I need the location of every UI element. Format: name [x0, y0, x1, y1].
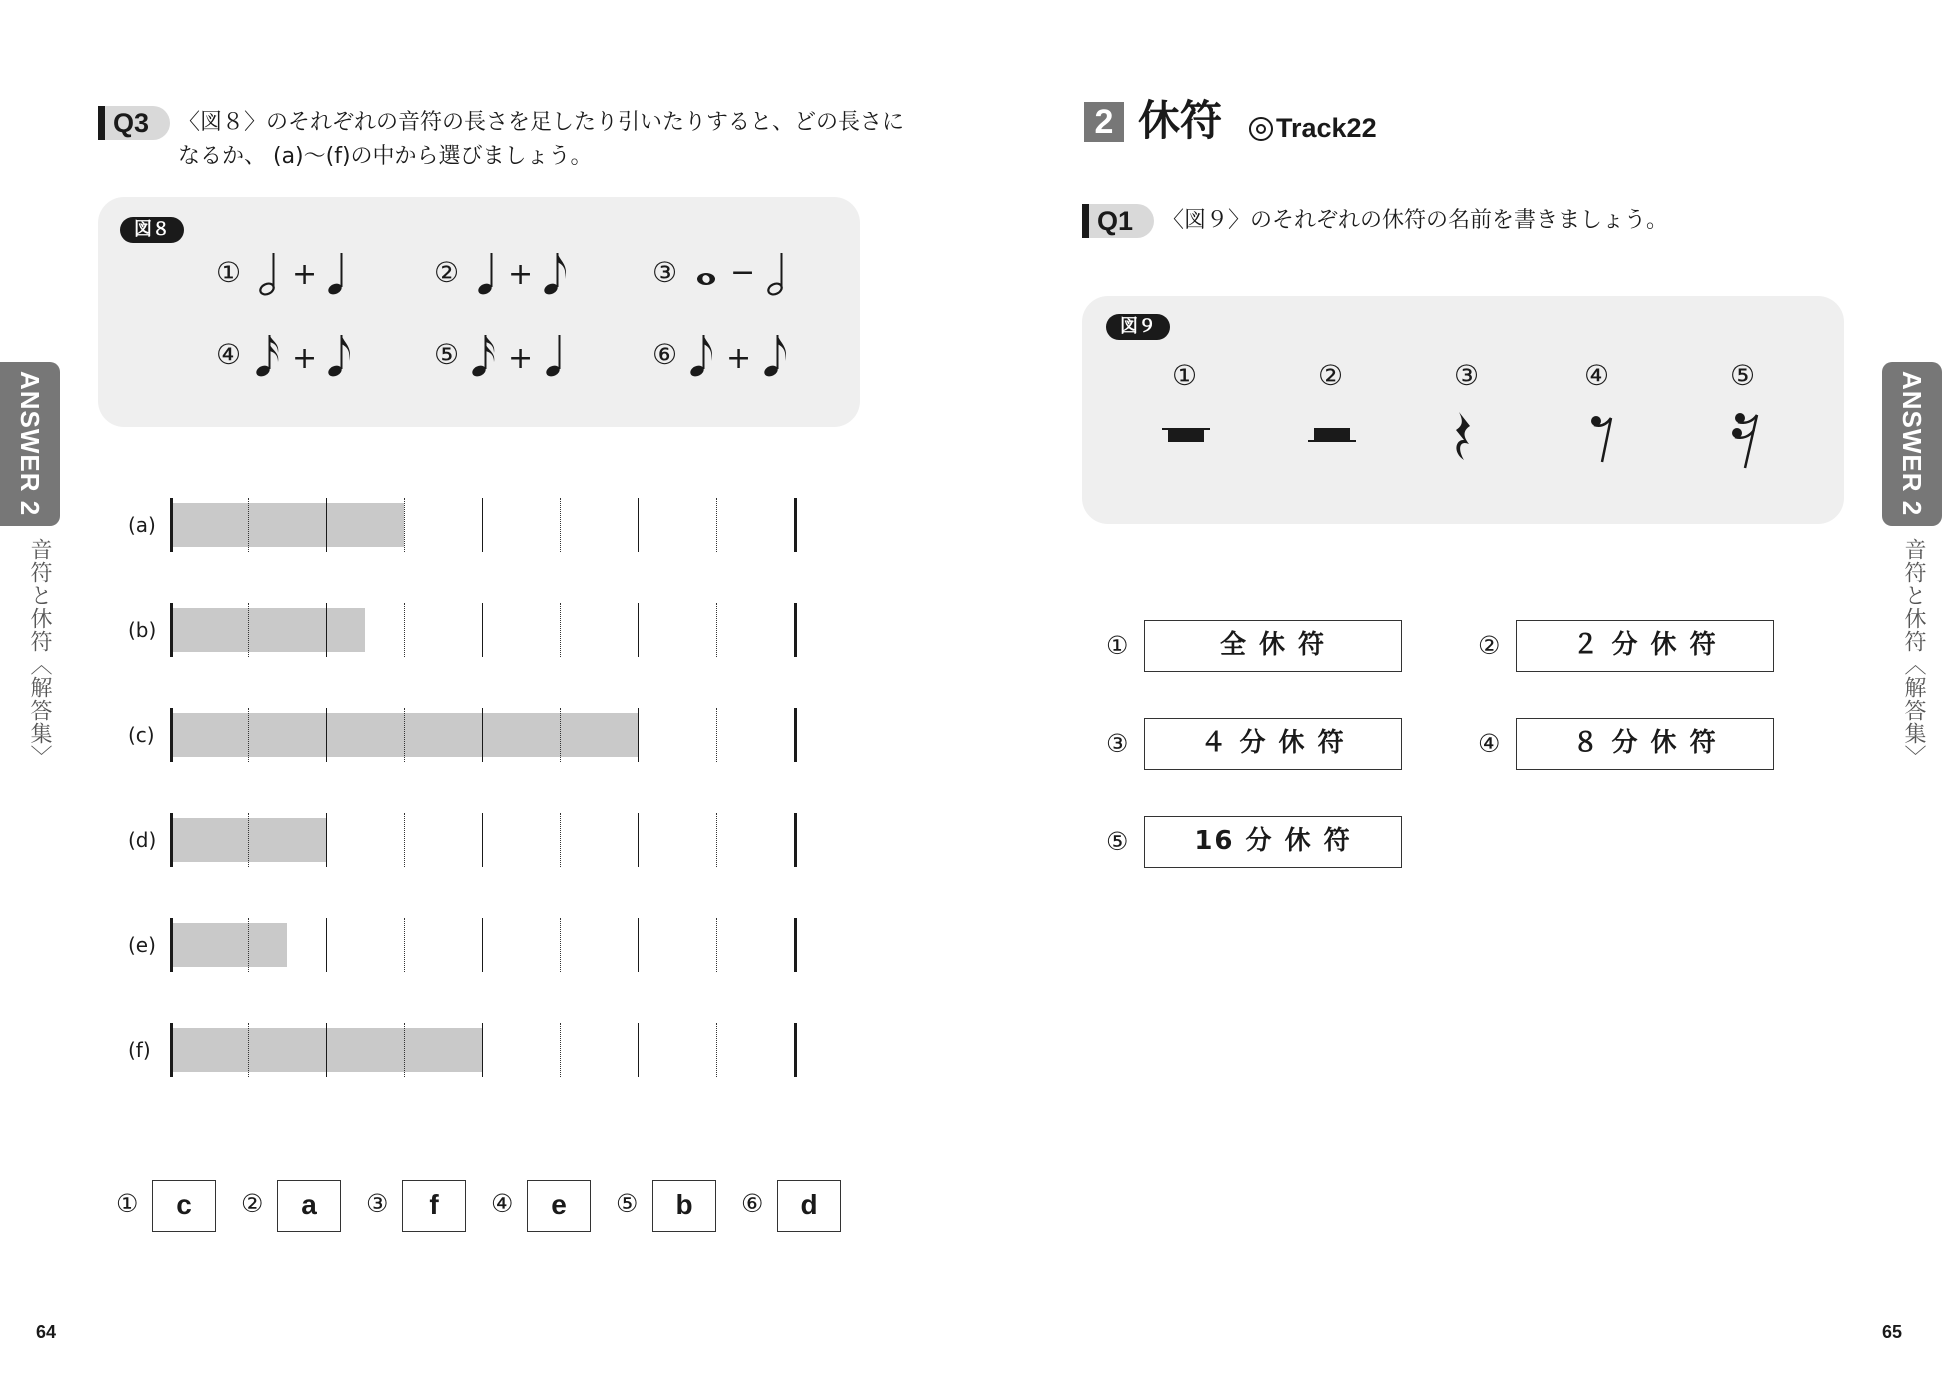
- side-tab-right: ANSWER 2: [1882, 362, 1942, 526]
- beat-grid-line: [716, 1023, 717, 1077]
- bar-row-label: (f): [128, 1038, 151, 1062]
- figure9-panel: [1082, 296, 1844, 524]
- beat-grid-line: [326, 1023, 327, 1077]
- fig8-num-5: ⑤: [434, 338, 460, 371]
- sixteenth-rest-icon: [1730, 408, 1764, 474]
- beat-grid-line: [170, 918, 173, 972]
- beat-grid-line: [560, 498, 561, 552]
- section-number-box: 2: [1084, 102, 1124, 142]
- fig8-num-3: ③: [652, 256, 678, 289]
- sixteenth-note-icon: [470, 331, 500, 379]
- beat-grid-line: [404, 813, 405, 867]
- q1-label: Q1: [1082, 204, 1154, 238]
- beat-grid-line: [482, 813, 483, 867]
- answer-box: e: [527, 1180, 591, 1232]
- beat-grid-line: [794, 918, 797, 972]
- q3-question-line1: 〈図８〉のそれぞれの音符の長さを足したり引いたりすると、どの長さに: [178, 110, 905, 135]
- beat-grid-line: [482, 1023, 483, 1077]
- side-text-right: 音符と休符〈解答集〉: [1901, 538, 1926, 768]
- beat-grid-line: [560, 1023, 561, 1077]
- answer-box: b: [652, 1180, 716, 1232]
- beat-grid-line: [170, 813, 173, 867]
- half-note-icon: [766, 249, 790, 297]
- beat-grid-line: [326, 708, 327, 762]
- beat-grid-line: [404, 918, 405, 972]
- beat-grid-line: [638, 1023, 639, 1077]
- eighth-note-icon: [542, 249, 572, 297]
- beat-grid-line: [326, 918, 327, 972]
- answer-number: ②: [241, 1189, 264, 1218]
- beat-grid-line: [794, 1023, 797, 1077]
- q3-label: Q3: [98, 106, 170, 140]
- beat-grid-line: [638, 498, 639, 552]
- beat-grid-line: [170, 603, 173, 657]
- quarter-rest-icon: [1450, 410, 1480, 470]
- fig9-num-3: ③: [1454, 359, 1480, 392]
- fig8-op-4: +: [292, 341, 318, 376]
- answer-number: ①: [1106, 631, 1129, 660]
- fig9-num-2: ②: [1318, 359, 1344, 392]
- answer-number: ②: [1478, 631, 1501, 660]
- figure8-tag: 図８: [120, 217, 184, 243]
- answer-box: ４ 分 休 符: [1144, 718, 1402, 770]
- fig8-num-2: ②: [434, 256, 460, 289]
- fig8-op-3: −: [730, 255, 756, 290]
- eighth-rest-icon: [1588, 410, 1618, 470]
- answer-box: 全 休 符: [1144, 620, 1402, 672]
- beat-grid-line: [248, 918, 249, 972]
- answer-number: ③: [1106, 729, 1129, 758]
- answer-box: 16 分 休 符: [1144, 816, 1402, 868]
- side-text-left: 音符と休符〈解答集〉: [27, 538, 52, 768]
- q1-question: 〈図９〉のそれぞれの休符の名前を書きましょう。: [1162, 208, 1669, 233]
- beat-grid-line: [248, 813, 249, 867]
- beat-grid-line: [326, 498, 327, 552]
- duration-bar-fill: [170, 503, 404, 547]
- fig8-num-1: ①: [216, 256, 242, 289]
- bar-row-label: (d): [128, 828, 157, 852]
- beat-grid-line: [794, 708, 797, 762]
- fig8-op-5: +: [508, 341, 534, 376]
- figure8-panel: [98, 197, 860, 427]
- beat-grid-line: [248, 1023, 249, 1077]
- beat-grid-line: [170, 1023, 173, 1077]
- beat-grid-line: [638, 603, 639, 657]
- beat-grid-line: [248, 603, 249, 657]
- beat-grid-line: [794, 813, 797, 867]
- answer-number: ⑤: [616, 1189, 639, 1218]
- beat-grid-line: [716, 498, 717, 552]
- side-tab-left: ANSWER 2: [0, 362, 60, 526]
- answer-number: ③: [366, 1189, 389, 1218]
- cd-icon: [1248, 116, 1274, 142]
- beat-grid-line: [560, 918, 561, 972]
- beat-grid-line: [716, 918, 717, 972]
- fig8-num-6: ⑥: [652, 338, 678, 371]
- beat-grid-line: [482, 708, 483, 762]
- beat-grid-line: [170, 498, 173, 552]
- beat-grid-line: [482, 603, 483, 657]
- answer-number: ⑥: [741, 1189, 764, 1218]
- beat-grid-line: [404, 603, 405, 657]
- beat-grid-line: [404, 1023, 405, 1077]
- fig8-op-6: +: [726, 341, 752, 376]
- beat-grid-line: [638, 813, 639, 867]
- beat-grid-line: [404, 498, 405, 552]
- beat-grid-line: [482, 918, 483, 972]
- beat-grid-line: [638, 918, 639, 972]
- beat-grid-line: [716, 603, 717, 657]
- beat-grid-line: [794, 603, 797, 657]
- answer-number: ⑤: [1106, 827, 1129, 856]
- fig8-num-4: ④: [216, 338, 242, 371]
- track-label: Track22: [1276, 113, 1377, 143]
- bar-row-label: (c): [128, 723, 155, 747]
- beat-grid-line: [248, 708, 249, 762]
- section-title: 休符: [1138, 96, 1223, 145]
- page-number-left: 64: [36, 1322, 57, 1342]
- fig8-op-1: +: [292, 257, 318, 292]
- duration-bar-fill: [170, 923, 287, 967]
- answer-box: c: [152, 1180, 216, 1232]
- whole-rest-icon: [1162, 426, 1210, 450]
- half-rest-icon: [1308, 422, 1356, 446]
- answer-box: a: [277, 1180, 341, 1232]
- beat-grid-line: [404, 708, 405, 762]
- page-number-right: 65: [1882, 1322, 1903, 1342]
- quarter-note-icon: [326, 249, 350, 297]
- bar-row-label: (e): [128, 933, 156, 957]
- beat-grid-line: [716, 813, 717, 867]
- beat-grid-line: [794, 498, 797, 552]
- fig9-num-1: ①: [1172, 359, 1198, 392]
- sixteenth-note-icon: [254, 331, 284, 379]
- answer-number: ④: [1478, 729, 1501, 758]
- half-note-icon: [258, 249, 282, 297]
- whole-note-icon: [694, 267, 718, 287]
- answer-box: ２ 分 休 符: [1516, 620, 1774, 672]
- beat-grid-line: [248, 498, 249, 552]
- answer-box: f: [402, 1180, 466, 1232]
- duration-bar-fill: [170, 608, 365, 652]
- eighth-note-icon: [688, 331, 718, 379]
- beat-grid-line: [326, 603, 327, 657]
- beat-grid-line: [560, 813, 561, 867]
- quarter-note-icon: [544, 331, 568, 379]
- q3-question-line2: なるか、 (a)〜(f)の中から選びましょう。: [178, 144, 593, 169]
- beat-grid-line: [638, 708, 639, 762]
- eighth-note-icon: [326, 331, 356, 379]
- fig8-op-2: +: [508, 257, 534, 292]
- figure9-tag: 図９: [1106, 314, 1170, 340]
- beat-grid-line: [716, 708, 717, 762]
- answer-number: ①: [116, 1189, 139, 1218]
- answer-box: d: [777, 1180, 841, 1232]
- beat-grid-line: [482, 498, 483, 552]
- answer-box: ８ 分 休 符: [1516, 718, 1774, 770]
- quarter-note-icon: [476, 249, 500, 297]
- fig9-num-5: ⑤: [1730, 359, 1756, 392]
- answer-number: ④: [491, 1189, 514, 1218]
- bar-row-label: (b): [128, 618, 157, 642]
- beat-grid-line: [560, 603, 561, 657]
- beat-grid-line: [326, 813, 327, 867]
- beat-grid-line: [170, 708, 173, 762]
- eighth-note-icon: [762, 331, 792, 379]
- bar-row-label: (a): [128, 513, 156, 537]
- beat-grid-line: [560, 708, 561, 762]
- fig9-num-4: ④: [1584, 359, 1610, 392]
